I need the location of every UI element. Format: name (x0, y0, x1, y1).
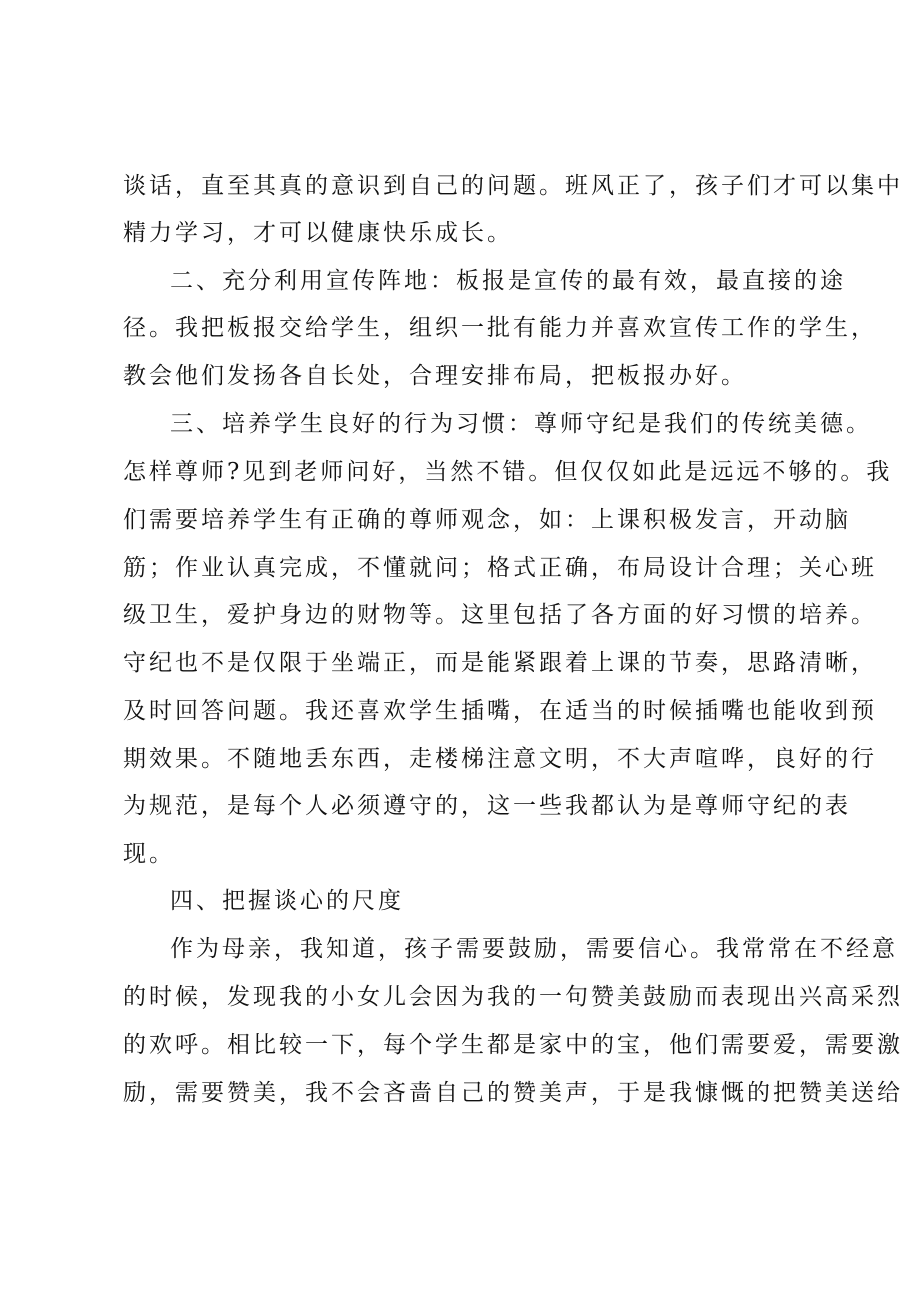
text-line: 的欢呼。相比较一下，每个学生都是家中的宝，他们需要爱，需要激 (123, 1032, 903, 1058)
text-line: 教会他们发扬各自长处，合理安排布局，把板报办好。 (123, 363, 747, 389)
text-line: 四、把握谈心的尺度 (170, 888, 404, 914)
text-line: 谈话，直至其真的意识到自己的问题。班风正了，孩子们才可以集中 (123, 173, 903, 199)
text-line: 二、充分利用宣传阵地：板报是宣传的最有效，最直接的途 (170, 268, 846, 294)
text-line: 怎样尊师?见到老师问好，当然不错。但仅仅如此是远远不够的。我 (123, 459, 893, 485)
text-line: 励，需要赞美，我不会吝啬自己的赞美声，于是我慷慨的把赞美送给 (123, 1080, 903, 1106)
text-line: 作为母亲，我知道，孩子需要鼓励，需要信心。我常常在不经意 (170, 936, 898, 962)
text-line: 守纪也不是仅限于坐端正，而是能紧跟着上课的节奏，思路清晰， (123, 650, 877, 676)
text-line: 三、培养学生良好的行为习惯：尊师守纪是我们的传统美德。 (170, 411, 872, 437)
text-line: 为规范，是每个人必须遵守的，这一些我都认为是尊师守纪的表 (123, 793, 851, 819)
text-line: 现。 (123, 841, 175, 867)
text-line: 径。我把板报交给学生，组织一批有能力并喜欢宣传工作的学生， (123, 315, 877, 341)
text-line: 期效果。不随地丢东西，走楼梯注意文明，不大声喧哗，良好的行 (123, 746, 877, 772)
text-line: 级卫生，爱护身边的财物等。这里包括了各方面的好习惯的培养。 (123, 602, 877, 628)
text-line: 及时回答问题。我还喜欢学生插嘴，在适当的时候插嘴也能收到预 (123, 698, 877, 724)
text-line: 筋；作业认真完成，不懂就问；格式正确，布局设计合理；关心班 (123, 555, 877, 581)
text-line: 的时候，发现我的小女儿会因为我的一句赞美鼓励而表现出兴高采烈 (123, 984, 903, 1010)
text-line: 们需要培养学生有正确的尊师观念，如：上课积极发言，开动脑 (123, 507, 851, 533)
text-line: 精力学习，才可以健康快乐成长。 (123, 220, 513, 246)
